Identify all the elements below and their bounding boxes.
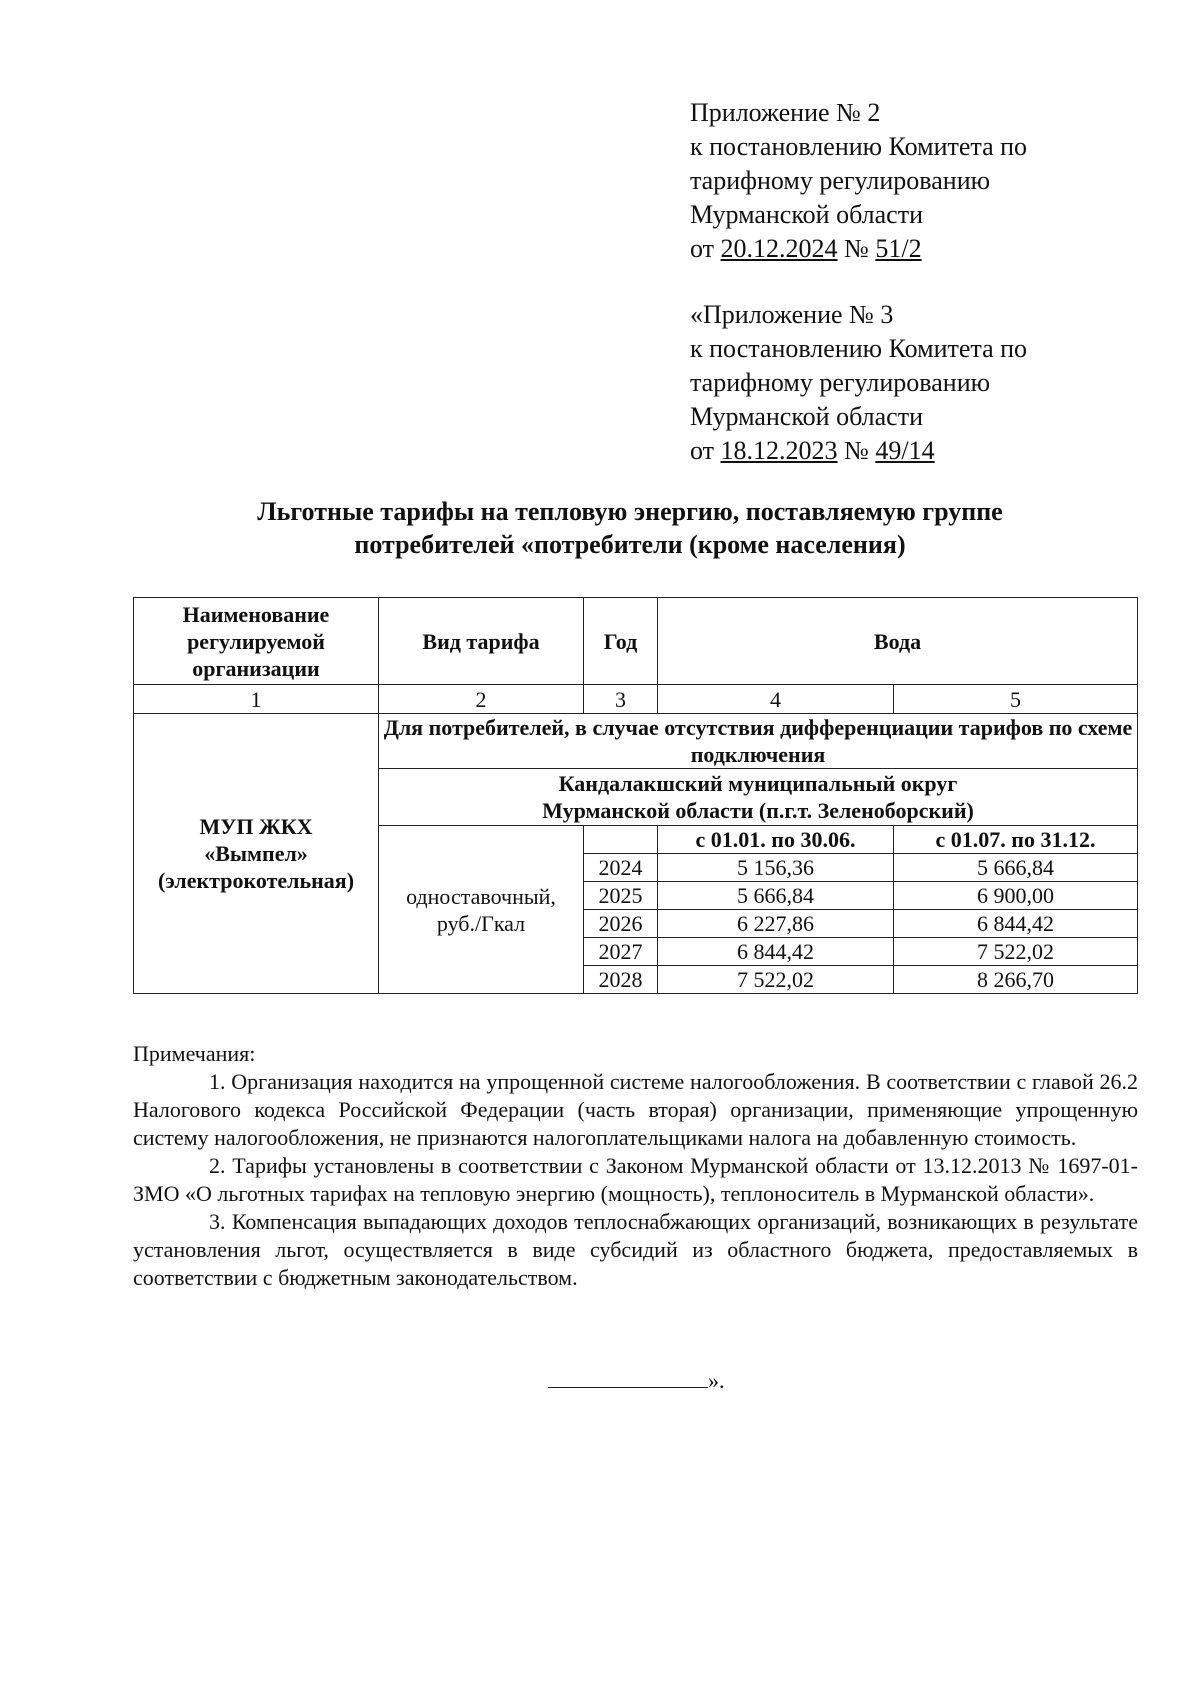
appendix-3-number: 49/14 bbox=[875, 436, 935, 465]
tariff-h1-cell: 5 156,36 bbox=[658, 854, 894, 882]
year-cell: 2026 bbox=[584, 910, 658, 938]
appendix-3-line2: к постановлению Комитета по bbox=[690, 334, 1028, 363]
period-1-header: с 01.01. по 30.06. bbox=[658, 826, 894, 854]
document-title-line1: Льготные тарифы на тепловую энергию, поставляемую группе bbox=[257, 497, 1003, 526]
appendix-3-title: «Приложение № 3 bbox=[690, 300, 894, 329]
year-cell: 2027 bbox=[584, 938, 658, 966]
district-cell: Кандалакшский муниципальный округ Мурманской области (п.г.т. Зеленоборский) bbox=[379, 769, 1138, 826]
header-org: Наименование регулируемой организации bbox=[134, 598, 379, 685]
year-cell: 2025 bbox=[584, 882, 658, 910]
table-header-row bbox=[134, 598, 1138, 685]
document-title-line2: потребителей «потребители (кроме населения) bbox=[354, 530, 906, 559]
header-year: Год bbox=[584, 598, 658, 685]
appendix-3-line4: Мурманской области bbox=[690, 402, 923, 431]
section-cell: Для потребителей, в случае отсутствия дифференциации тарифов по схеме подключения bbox=[379, 714, 1138, 769]
period-year-empty bbox=[584, 826, 658, 854]
column-number: 3 bbox=[584, 685, 658, 714]
tariff-h2-cell: 6 844,42 bbox=[894, 910, 1138, 938]
year-cell: 2024 bbox=[584, 854, 658, 882]
column-number: 5 bbox=[894, 685, 1138, 714]
header-water: Вода bbox=[658, 598, 1138, 685]
note-item: 3. Компенсация выпадающих доходов теплоснабжающих организаций, возникающих в результате установления льгот, осуществляется в виде субсидий из областного бюджета, предоставляемых в соответствии с бюджетным законодательством. bbox=[133, 1209, 1138, 1290]
appendix-3-date: 18.12.2023 bbox=[720, 436, 838, 465]
document-title bbox=[130, 495, 1130, 561]
notes-section bbox=[133, 1040, 1138, 1292]
closing-quote: ». bbox=[708, 1368, 725, 1393]
appendix-3-header bbox=[690, 298, 1170, 468]
year-cell: 2028 bbox=[584, 966, 658, 994]
closing-underline bbox=[548, 1369, 708, 1388]
appendix-2-line2: к постановлению Комитета по bbox=[690, 132, 1028, 161]
tariff-h2-cell: 7 522,02 bbox=[894, 938, 1138, 966]
tariff-h1-cell: 6 844,42 bbox=[658, 938, 894, 966]
note-item: 1. Организация находится на упрощенной системе налогообложения. В соответствии с главой 26.2 Налогового кодекса Российской Федерации (часть вторая) организации, применяющие упрощенную систему налогообложения, не признаются налогоплательщиками налога на добавленную стоимость. bbox=[133, 1069, 1138, 1150]
appendix-2-line4: Мурманской области bbox=[690, 200, 923, 229]
section-row bbox=[134, 714, 1138, 769]
notes-heading: Примечания: bbox=[133, 1041, 256, 1066]
tariff-h1-cell: 7 522,02 bbox=[658, 966, 894, 994]
tariff-h2-cell: 6 900,00 bbox=[894, 882, 1138, 910]
tariff-h1-cell: 5 666,84 bbox=[658, 882, 894, 910]
tariff-h2-cell: 5 666,84 bbox=[894, 854, 1138, 882]
note-item: 2. Тарифы установлены в соответствии с Законом Мурманской области от 13.12.2013 № 1697-01-ЗМО «О льготных тарифах на тепловую энергию (мощность), теплоноситель в Мурманской области». bbox=[133, 1153, 1138, 1206]
closing-line bbox=[548, 1368, 725, 1394]
organization-cell: МУП ЖКХ «Вымпел» (электрокотельная) bbox=[134, 714, 379, 994]
tariff-table bbox=[133, 597, 1138, 994]
column-number: 4 bbox=[658, 685, 894, 714]
appendix-3-date-line: от 18.12.2023 № 49/14 bbox=[690, 436, 935, 465]
column-number: 1 bbox=[134, 685, 379, 714]
tariff-h1-cell: 6 227,86 bbox=[658, 910, 894, 938]
appendix-2-date: 20.12.2024 bbox=[720, 234, 838, 263]
column-number: 2 bbox=[379, 685, 584, 714]
appendix-2-number: 51/2 bbox=[875, 234, 922, 263]
header-tariff-type: Вид тарифа bbox=[379, 598, 584, 685]
tariff-h2-cell: 8 266,70 bbox=[894, 966, 1138, 994]
column-number-row bbox=[134, 685, 1138, 714]
appendix-2-date-line: от 20.12.2024 № 51/2 bbox=[690, 234, 922, 263]
period-2-header: с 01.07. по 31.12. bbox=[894, 826, 1138, 854]
appendix-2-header bbox=[690, 96, 1170, 266]
appendix-2-line3: тарифному регулированию bbox=[690, 166, 991, 195]
appendix-2-title: Приложение № 2 bbox=[690, 98, 881, 127]
tariff-type-cell: одноставочный, руб./Гкал bbox=[379, 826, 584, 994]
appendix-3-line3: тарифному регулированию bbox=[690, 368, 991, 397]
